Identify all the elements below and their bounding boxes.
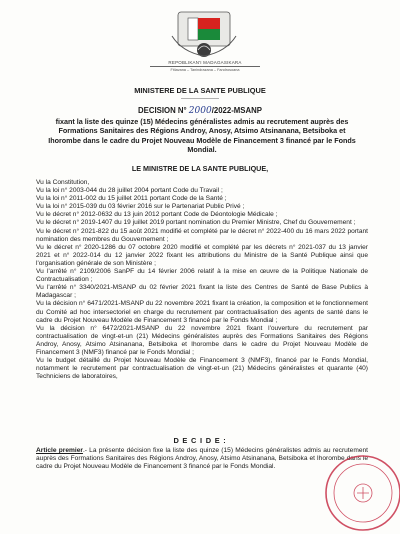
consideration-item: Vu la loi n° 2011-002 du 15 juillet 2011 portant Code de la Santé ;: [36, 195, 227, 203]
decision-suffix: /2022-MSANP: [211, 106, 262, 115]
decision-number: [0, 106, 400, 116]
decision-subject: fixant la liste des quinze (15) Médecins généralistes admis au recrutement auprès des Formations Sanitaires des Régions Androy, Anosy, Atsimo Atsinanana, Betsiboka et Ihorombe dans le cadre du Projet Nouveau Modèle de Financement 3 financé par le Fonds Mondial.: [48, 117, 356, 155]
consideration-item: Vu le décret n° 2012-0632 du 13 juin 2012 portant Code de Déontologie Médicale ;: [36, 211, 278, 219]
considerations-list: [36, 179, 368, 381]
consideration-item: Vu le décret n° 2020-1286 du 07 octobre 2020 modifié et complété par les décrets n° 2021-037 du 13 janvier 2021 et n° 2022-014 du 12 janvier 2022 fixant les attributions du Ministre de la Santé Publique ainsi que l'organisation générale de son Ministère ;: [36, 243, 368, 267]
consideration-item: Vu l'arrêté n° 3340/2021-MSANP du 02 février 2021 fixant la liste des Centres de Santé de Base Publics à Madagascar ;: [36, 284, 368, 300]
consideration-item: Vu la Constitution,: [36, 179, 90, 186]
consideration-item: Vu le budget détaillé du Projet Nouveau Modèle de Financement 3 (NMF3), financé par le Fonds Mondial, notamment le recrutement par contractualisation de vingt-et-un (21) Médecins généralistes et quarante (40) Techniciens de laboratoires,: [36, 357, 368, 381]
consideration-item: Vu la loi n° 2003-044 du 28 juillet 2004 portant Code du Travail ;: [36, 187, 223, 195]
consideration-item: Vu la décision n° 6471/2021-MSANP du 22 novembre 2021 fixant la création, la composition et le fonctionnement du Comité ad hoc intersectoriel en charge du recrutement par contractualisation des agents de santé dans le cadre du Projet Nouveau Modèle de Financement 3 financé par le Fonds Mondial ;: [36, 300, 368, 324]
consideration-item: Vu l'arrêté n° 2109/2006 SanPF du 14 février 2006 relatif à la mise en œuvre de la Politique Nationale de Contractualisation ;: [36, 268, 368, 284]
title-separator: -------------------: [181, 96, 219, 102]
handwritten-number: 2000: [188, 106, 212, 116]
article-premier: [36, 447, 368, 472]
official-stamp-icon: [322, 452, 400, 534]
authority-heading: LE MINISTRE DE LA SANTE PUBLIQUE,: [131, 164, 269, 173]
decide-heading: D E C I D E :: [173, 436, 227, 445]
article-text: .- La présente décision fixe la liste des quinze (15) Médecins généralistes admis au recrutement auprès des Formations Sanitaires des Régions Androy, Anosy, Atsimo Atsinanana, Betsiboka et Ihorombe dans le cadre du Projet Nouveau Modèle de Financement 3 financé par le Fonds Mondial.: [36, 447, 368, 471]
ministry-title: MINISTERE DE LA SANTE PUBLIQUE: [134, 86, 266, 95]
consideration-item: Vu la loi n° 2015-039 du 03 février 2016 sur le Partenariat Public Privé ;: [36, 203, 245, 211]
consideration-item: Vu le décret n° 2019-1407 du 19 juillet 2019 portant nomination du Premier Ministre, Chef du Gouvernement ;: [36, 219, 356, 227]
consideration-item: Vu la décision n° 6472/2021-MSANP du 22 novembre 2021 fixant l'ouverture du recrutement par contractualisation de vingt-et-un (21) Médecins généralistes auprès des Formations Sanitaires des Régions Androy, Anosy, Atsimo Atsinanana, Betsiboka et Ihorombe dans le cadre du Projet Nouveau Modèle de Financement 3 (NMF3) financé par le Fonds Mondial ;: [36, 324, 368, 356]
article-label: Article premier: [36, 447, 83, 454]
emblem-caption: REPOBLIKAN'I MADAGASIKARA: [168, 60, 242, 65]
consideration-item: Vu le décret n° 2021-822 du 15 août 2021 modifié et complété par le décret n° 2022-400 du 16 mars 2022 portant nomination des membres du Gouvernement ;: [36, 227, 368, 243]
madagascar-emblem-icon: [168, 6, 240, 60]
decision-prefix: DECISION N°: [138, 106, 187, 115]
emblem-divider: [150, 66, 260, 67]
emblem-motto: Fitiavana – Tanindrazana – Fandrosoana: [170, 68, 240, 72]
